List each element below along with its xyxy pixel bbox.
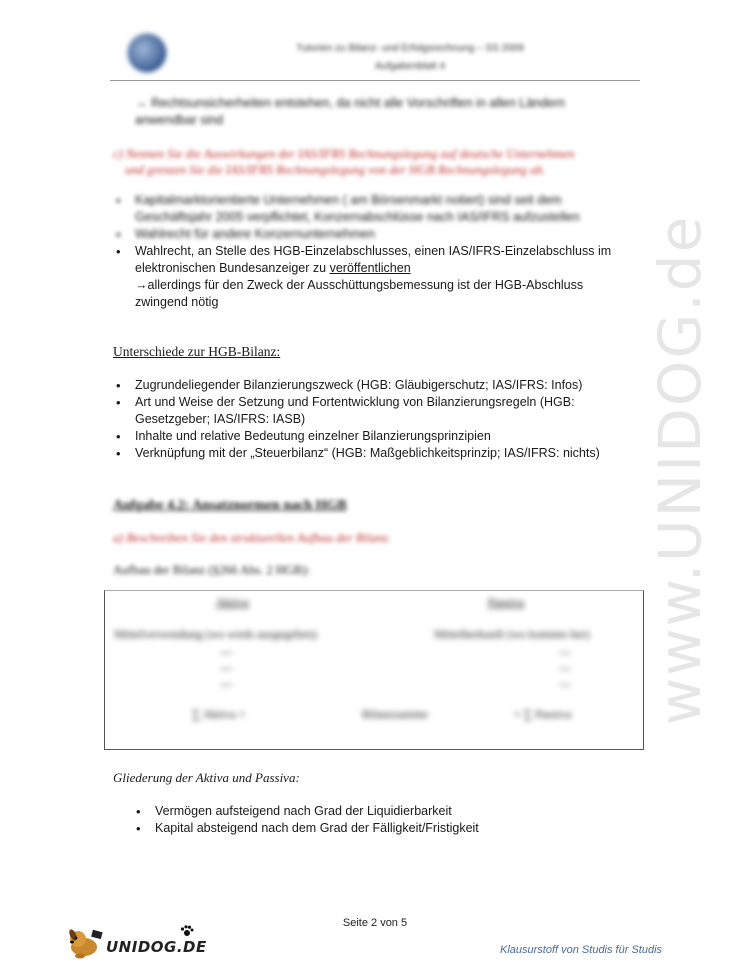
page-number: Seite 2 von 5 — [342, 917, 408, 929]
bilanzsumme: Bilanzsumme — [362, 707, 428, 721]
list-item: • Wahlrecht, an Stelle des HGB-Einzelabschlusses, einen IAS/IFRS-Einzelabschluss im elektronischen Bundesanzeiger zu veröffentlichen →allerdings für den Zweck der Ausschüttungsbemessung ist der HGB-Abschluss zwingend nötig — [113, 243, 633, 311]
unidog-logo — [64, 925, 207, 961]
unidog-logo-text: UNIDOG.DE — [106, 938, 207, 956]
question-a: a) Beschreiben Sie den strukturellen Aufbau der Bilanz. — [113, 531, 391, 545]
bilanz-content — [104, 595, 642, 725]
list-item: • Zugrundeliegender Bilanzierungszweck (HGB: Gläubigerschutz; IAS/IFRS: Infos) — [113, 377, 633, 394]
aufbau-label: Aufbau der Bilanz (§266 Abs. 2 HGB): — [113, 563, 310, 577]
list-item: • Inhalte und relative Bedeutung einzelner Bilanzierungsprinzipien — [113, 428, 633, 445]
unterschiede-heading: Unterschiede zur HGB-Bilanz: — [113, 344, 281, 359]
gliederung-list — [133, 803, 633, 837]
list-item: • Kapitalmarktorientierte Unternehmen ( am Börsenmarkt notiert) sind seit dem Geschäftsjahr 2005 verpflichtet, Konzernabschlüsse nach IAS/IFRS aufzustellen — [113, 192, 633, 226]
veroeffentlichen-link[interactable]: veröffentlichen — [329, 261, 411, 275]
header-subtitle: Aufgabenblatt 4 — [374, 61, 446, 72]
sum-passiva: = ∑ Passiva — [514, 707, 572, 721]
sum-aktiva: ∑ Aktiva = — [192, 707, 246, 721]
question-c: c) Nennen Sie die Auswirkungen der IAS/IFRS Rechnungslegung auf deutsche Unternehmen und grenzen Sie die IAS/IFRS Rechnungslegung von der HGB Rechnungslegung ab. — [113, 147, 575, 177]
header-divider — [110, 80, 640, 81]
list-item: • Verknüpfung mit der „Steuerbilanz“ (HGB: Maßgeblichkeitsprinzip; IAS/IFRS: nichts) — [113, 445, 633, 462]
list-item: • Kapital absteigend nach dem Grad der Fälligkeit/Fristigkeit — [133, 820, 633, 837]
list-item: • Art und Weise der Setzung und Fortentwicklung von Bilanzierungsregeln (HGB: Gesetzgeber; IAS/IFRS: IASB) — [113, 394, 633, 428]
dots: --- — [220, 661, 232, 675]
dots: --- — [559, 661, 571, 675]
header-title: Tutorien zu Bilanz- und Erfolgsrechnung – SS 2009 — [296, 43, 524, 54]
unterschiede-list — [113, 377, 633, 462]
passiva-label: Passiva — [488, 595, 524, 609]
aufgabe-heading: Aufgabe 4.2: Ansatznormen nach HGB — [113, 498, 347, 513]
mittelverwendung: Mittelverwendung (wo wirds ausgegeben) — [114, 627, 317, 641]
dots: --- — [220, 645, 232, 659]
gliederung-heading: Gliederung der Aktiva und Passiva: — [113, 770, 300, 785]
dots: --- — [559, 645, 571, 659]
list-item: • Wahlrecht für andere Konzernunternehmen — [113, 226, 633, 243]
university-seal-logo — [128, 34, 166, 72]
watermark: www.UNIDOG.de — [646, 214, 714, 726]
bullet-list-c — [113, 192, 633, 311]
mittelherkunft: Mittelherkunft (wo kommts her) — [434, 627, 590, 641]
paw-icon — [180, 925, 194, 937]
footer-slogan: Klausurstoff von Studis für Studis — [500, 944, 663, 956]
dots: --- — [220, 677, 232, 691]
dog-icon — [64, 925, 108, 961]
dots: --- — [559, 677, 571, 691]
list-item: • Vermögen aufsteigend nach Grad der Liquidierbarkeit — [133, 803, 633, 820]
aktiva-label: Aktiva — [216, 595, 249, 609]
intro-text: → Rechtsunsicherheiten entstehen, da nicht alle Vorschriften in allen Ländern anwendbar sind — [135, 96, 566, 127]
